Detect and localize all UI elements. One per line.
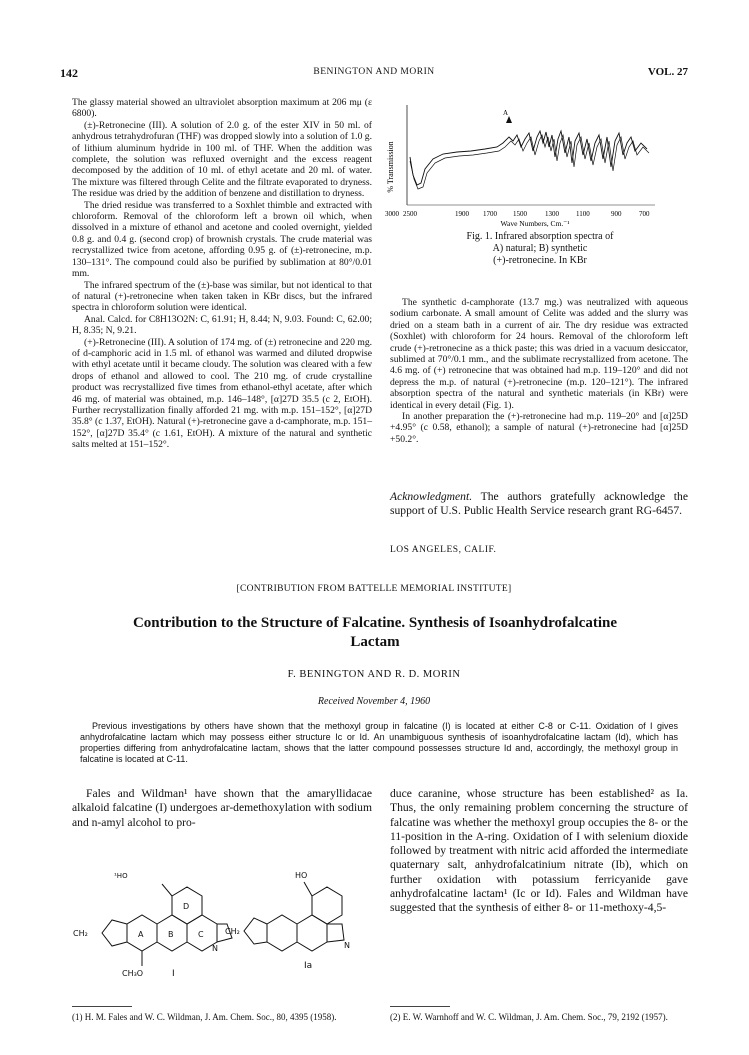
struct-ia-ch2-label: CH₂ — [225, 927, 240, 936]
pyrrolidine-ring — [327, 924, 344, 942]
paragraph: The synthetic d-camphorate (13.7 mg.) was neutralized with aqueous sodium carbonate. A small amount of Celite was added and the slurry was dried on a steam bath in a current of air. The dry residue was extracted (Soxhlet) with chloroform for 24 hours. Removal of the chloroform left crude (+)-retronecine as a thick paste; this was dried in a vacuum desiccator, sublimed at 70°/0.1 mm., and the sublimate recrystallized from acetone. The 4.6 mg. of (+) retronecine that was obtained had m.p. 119–120° and did not depress the m.p. of natural (+)-retronecine (m.p. 120–121°). The infrared absorption spectra of the natural and synthetic materials (in KBr) were identical in every detail (Fig. 1). — [390, 297, 688, 411]
title-line: Lactam — [350, 634, 400, 650]
x-tick: 1300 — [545, 210, 559, 218]
x-tick: 1700 — [483, 210, 497, 218]
volume-label: VOL. 27 — [647, 66, 688, 78]
struct-i-ch2-label: CH₂ — [73, 929, 88, 938]
caption-line: (+)-retronecine. In KBr — [493, 255, 587, 266]
ring-label-d: D — [183, 902, 190, 911]
footnote-rule — [390, 1006, 450, 1007]
structure-label-ia: Ia — [304, 961, 313, 971]
ring-d — [312, 887, 342, 924]
struct-i-ch3o-label: CH₃O — [122, 969, 144, 978]
ring-a — [267, 915, 297, 951]
structure-I — [102, 884, 232, 966]
paragraph: (+)-Retronecine (III). A solution of 174 mg. of (±) retronecine and 220 mg. of d-camphoric acid in 1.5 ml. of ethanol was warmed and diluted dropwise with ethyl acetate until it became cloudy. The solution was cleared with a few drops of ethanol and allowed to cool. The 210 mg. of crude crystalline product was recrystallized five times from ethanol-ethyl acetate, after which 46 mg. of material was obtained, m.p. 146–148°, [α]27D 35.5 (c 2, EtOH). Further recrystallization finally afforded 21 mg. with m.p. 151–152°, [α]27D 35.8° (c 1.37, EtOH). Natural (+)-retronecine gave a d-camphorate, m.p. 151–152°, [α]27D 35.4° (c 1.61, EtOH). A mixture of the natural and synthetic salts melted at 151–152°. — [72, 336, 373, 451]
ring-b — [297, 915, 327, 951]
methylenedioxy-ring — [102, 920, 127, 946]
intro-left-text: Fales and Wildman¹ have shown that the amaryllidacae alkaloid falcatine (I) undergoes ar-demethoxylation with sodium and n-amyl alcohol to pro- — [72, 787, 372, 829]
paragraph: The dried residue was transferred to a Soxhlet thimble and extracted with chloroform. Removal of the chloroform left a brown oil which, when dissolved in a mixture of ethanol and acetone and cooled overnight, yielded 0.8 g. and 0.4 g. (second crop) of brownish crystals. The crude material was recrystallized twice from acetone, affording 0.95 g. of (±)-retronecine, m.p. 130–131°. The compound could also be purified by sublimation at 80°/0.01 mm. — [72, 199, 372, 280]
ring-label-c: C — [198, 930, 204, 939]
acknowledgment-title: Acknowledgment. — [390, 490, 473, 503]
ir-spectrum-figure — [385, 97, 685, 229]
page-number: 142 — [60, 66, 78, 80]
y-axis-label: % Transmission — [386, 141, 395, 193]
methylenedioxy-ring — [244, 918, 267, 944]
running-title: BENINGTON AND MORIN — [313, 67, 435, 77]
x-tick: 3000 — [385, 210, 399, 218]
x-axis-label: Wave Numbers, Cm.⁻¹ — [500, 219, 570, 228]
curve-a-marker-icon — [506, 116, 512, 123]
article-title — [75, 614, 675, 652]
x-tick: 2500 — [403, 210, 417, 218]
ho-bond — [162, 884, 172, 896]
acknowledgment — [390, 490, 688, 518]
paragraph: (±)-Retronecine (III). A solution of 2.0 g. of the ester XIV in 50 ml. of anhydrous tetrahydrofuran (THF) was dropped slowly into a solution of 1.0 g. of lithium aluminum hydride in 100 ml. of THF. When the addition was complete, the solution was refluxed overnight and the excess reagent decomposed by the addition of 10 ml. of ethyl acetate and 20 ml. of water. The mixture was filtered through Celite and the filtrate evaporated to dryness. The residue was dried by the addition of benzene and distillation to dryness. — [72, 119, 372, 200]
ho-bond — [304, 882, 312, 896]
struct-ia-n-label: N — [344, 941, 350, 950]
left-column-text — [72, 97, 372, 451]
x-tick: 1100 — [576, 210, 590, 218]
title-line: Contribution to the Structure of Falcatine. Synthesis of Isoanhydrofalcatine — [132, 615, 618, 631]
struct-i-ho-label: ¹HO — [114, 872, 128, 880]
x-tick: 1900 — [455, 210, 469, 218]
spectrum-curve-b — [410, 135, 649, 189]
authors: F. BENINGTON AND R. D. MORIN — [287, 669, 461, 680]
footnote-1: (1) H. M. Fales and W. C. Wildman, J. Am. Chem. Soc., 80, 4395 (1958). — [72, 1012, 337, 1022]
x-tick: 700 — [639, 210, 650, 218]
acknowledgment-text: The authors gratefully acknowledge the support of U.S. Public Health Service research grant RG-6457. — [390, 490, 688, 517]
received-date: Received November 4, 1960 — [317, 696, 431, 707]
x-tick: 1500 — [513, 210, 527, 218]
footnote-2: (2) E. W. Warnhoff and W. C. Wildman, J. Am. Chem. Soc., 79, 2192 (1957). — [390, 1012, 668, 1022]
abstract: Previous investigations by others have shown that the methoxyl group in falcatine (I) is located at either C-8 or C-11. Oxidation of I gives anhydrofalcatine lactam which may possess either structure Ic or Id. An unambiguous synthesis of isoanhydrofalcatine lactam (Id), which has properties differing from anhydrofalcatine lactam, shows that the latter compound possesses structure Id and, accordingly, the methoxyl group in falcatine is located at C-11. — [80, 721, 678, 764]
paragraph: Anal. Calcd. for C8H13O2N: C, 61.91; H, 8.44; N, 9.03. Found: C, 62.00; H, 8.35; N, 9.21. — [72, 313, 372, 337]
structure-label-i: I — [172, 969, 175, 979]
intro-right-text: duce caranine, whose structure has been established² as Ia. Thus, the only remaining problem concerning the structure of falcatine was whether the methoxyl group occupies the 8- or the 11-position in the A-ring. Oxidation of I with selenium dioxide followed by treatment with nitric acid afforded the intermediate quaternary salt, anhydrofalcatinium nitrate (Ib), which on further oxidation with potassium ferricyanide gave anhydrofalcatine lactam¹ (Ic or Id). Fales and Wildman have suggested that the synthesis of either 8- or 11-methoxy-4,5- — [390, 787, 688, 915]
paragraph: The infrared spectrum of the (±)-base was similar, but not identical to that of natural (+)-retronecine when taken taken in KBr discs, but the infrared spectra in chloroform solution were identical. — [72, 279, 372, 314]
footnote-rule — [72, 1006, 132, 1007]
ring-label-b: B — [168, 930, 174, 939]
chemical-structures — [72, 858, 372, 1000]
curve-label-a: A — [503, 109, 509, 117]
location: LOS ANGELES, CALIF. — [390, 545, 497, 555]
caption-line: A) natural; B) synthetic — [492, 243, 588, 254]
x-tick: 900 — [611, 210, 622, 218]
structure-Ia — [244, 882, 344, 951]
struct-i-n-label: N — [212, 944, 218, 953]
struct-ia-ho-label: HO — [295, 871, 308, 880]
caption-line: Fig. 1. Infrared absorption spectra of — [466, 231, 614, 242]
right-column-text — [390, 297, 688, 445]
paragraph: In another preparation the (+)-retronecine had m.p. 119–20° and [α]25D +4.95° (c 0.58, ethanol); a sample of natural (+)-retronecine had [α]25D +50.2°. — [390, 411, 688, 445]
paragraph: The glassy material showed an ultraviolet absorption maximum at 206 mμ (ε 6800). — [72, 97, 372, 120]
figure-caption — [400, 231, 680, 267]
ring-label-a: A — [138, 930, 144, 939]
contribution-line: [CONTRIBUTION FROM BATTELLE MEMORIAL INSTITUTE] — [236, 584, 512, 594]
